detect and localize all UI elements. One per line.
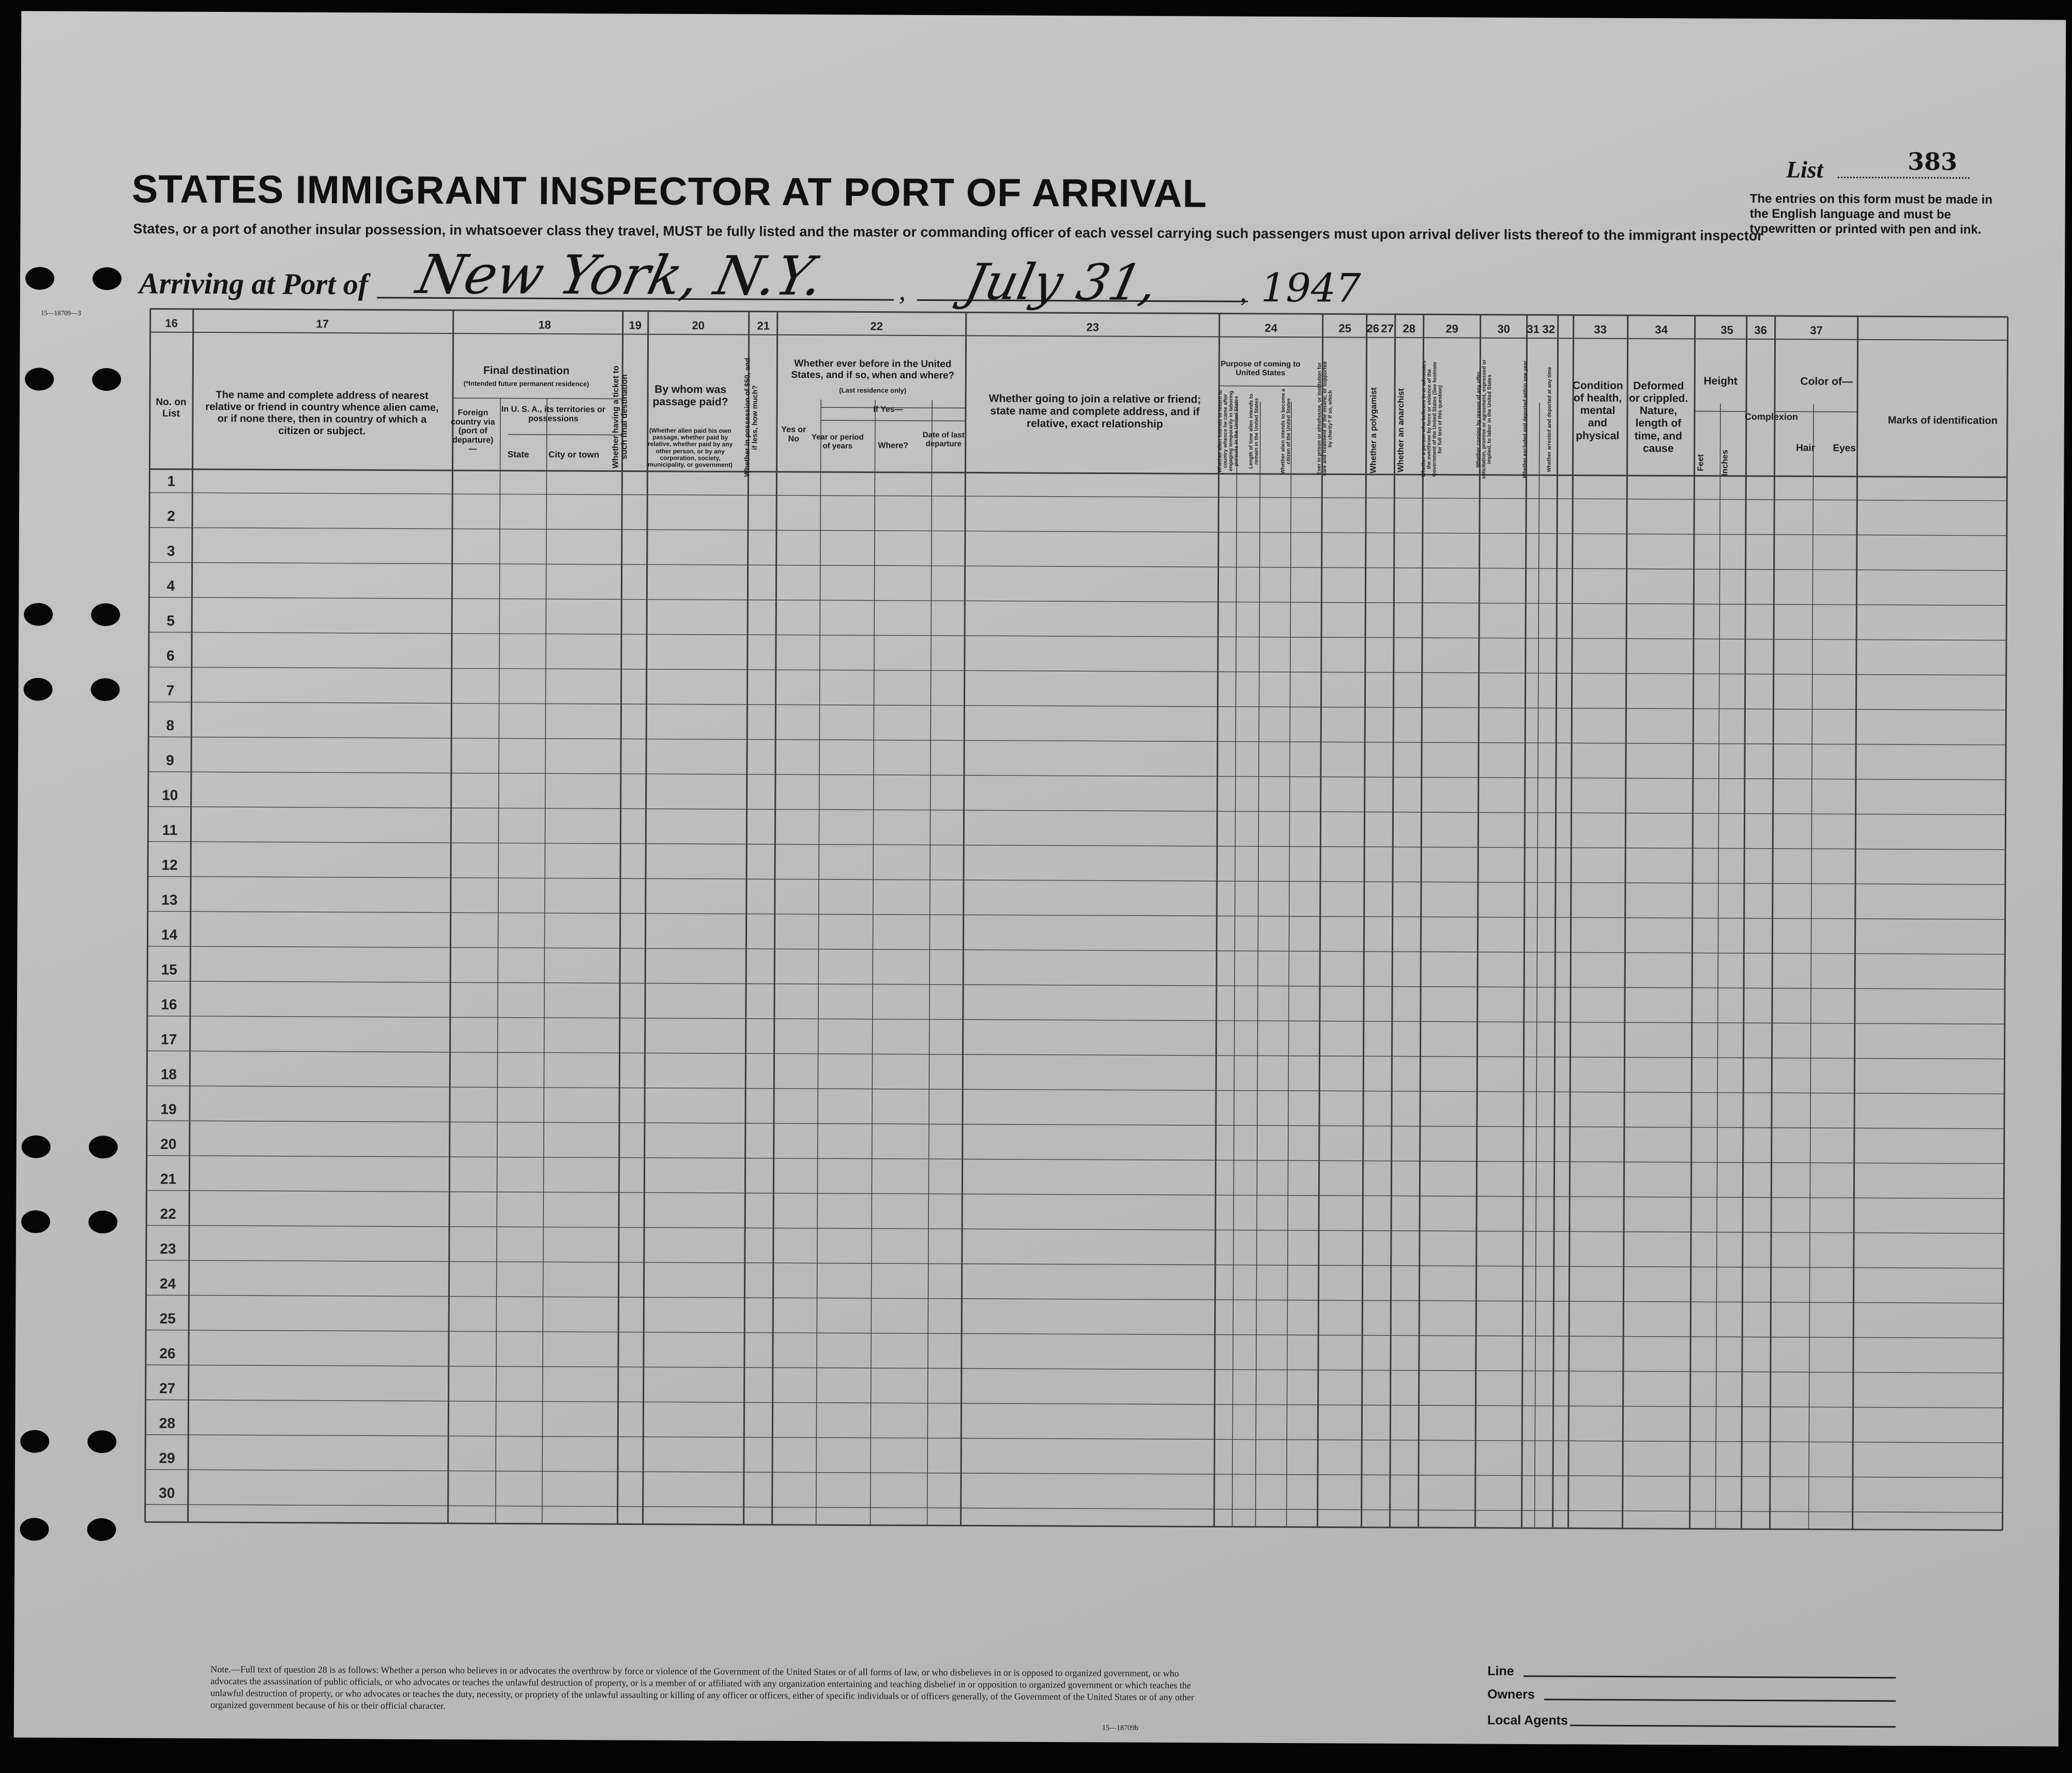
row-number: 14: [161, 926, 178, 943]
page-title: STATES IMMIGRANT INSPECTOR AT PORT OF ARRIVAL: [131, 167, 1208, 216]
header-deformed: Deformed or crippled. Nature, length of time, and cause: [1628, 379, 1688, 455]
row-rule: [148, 842, 2005, 850]
row-rule: [146, 1260, 2004, 1268]
row-rule: [146, 1190, 2004, 1199]
subcolumn-rule: [542, 399, 547, 1524]
header-complexion: Complexion: [1744, 411, 1798, 422]
row-number: 13: [161, 892, 178, 908]
column-number: 22: [870, 319, 883, 333]
header-nearest-relative: The name and complete address of nearest relative or friend in country whence alien came, or if none there, then in country of which a citizen or subject.: [205, 389, 439, 437]
row-number: 25: [159, 1310, 176, 1327]
subheader-foreign-country: Foreign country via (port of departure)—: [451, 408, 495, 454]
subheader-rule: [453, 398, 622, 399]
column-number: 34: [1655, 323, 1668, 337]
manifest-sheet: [14, 11, 2066, 1746]
row-number: 23: [160, 1241, 176, 1257]
subheader-yes-no: Yes or No: [781, 425, 806, 444]
column-number: 37: [1810, 324, 1823, 337]
column-number: 19: [629, 318, 642, 332]
column-number: 26: [1366, 322, 1379, 335]
subcolumn-rule: [1716, 404, 1720, 1529]
column-rule: [448, 310, 453, 1523]
row-rule: [149, 667, 2006, 675]
header-overthrow: Whether a person who believes in or advocates the overthrow by force or violence of the Government of the United States (See footnote for full text of this question): [1421, 360, 1443, 478]
subheader-where: Where?: [878, 441, 909, 450]
grid-bottom-rule: [145, 1522, 2003, 1530]
subcolumn-rule: [1232, 402, 1237, 1527]
column-rule: [145, 309, 150, 1522]
list-label: List: [1786, 156, 1823, 183]
column-number: 20: [692, 319, 705, 332]
header-anarchist: Whether an anarchist: [1396, 388, 1406, 473]
list-number: 383: [1907, 147, 1958, 176]
port-value: New York, N.Y.: [411, 242, 829, 308]
column-number: 23: [1086, 320, 1099, 334]
column-rule: [618, 311, 623, 1524]
row-rule: [147, 1155, 2004, 1164]
form-number: 15—18709—3: [40, 309, 81, 317]
header-polygamist: Whether a polygamist: [1369, 387, 1379, 473]
column-rule: [1690, 316, 1695, 1529]
subheader-purpose-length: Length of time alien intends to remain in the United States: [1248, 393, 1260, 469]
instruction-text: States, or a port of another insular possession, in whatsoever class they travel, MUST be fully listed and the master or commanding officer of each vessel carrying such passengers must upon arrival deliver lists thereof to the immigrant inspector: [133, 221, 1763, 244]
header-color-of: Color of—: [1800, 375, 1853, 388]
row-number: 24: [159, 1275, 176, 1292]
header-health: Condition of health, mental and physical: [1572, 379, 1623, 442]
subcolumn-rule: [871, 400, 875, 1525]
column-number: 18: [538, 318, 551, 331]
subheader-feet: Feet: [1696, 454, 1705, 472]
row-number: 1: [167, 473, 176, 490]
row-number: 21: [160, 1171, 177, 1187]
row-number: 29: [159, 1450, 175, 1466]
column-number: 25: [1338, 322, 1351, 335]
row-rule: [146, 1365, 2003, 1373]
column-rule: [2003, 317, 2008, 1530]
subheader-eyes: Eyes: [1833, 442, 1856, 454]
row-number: 2: [167, 508, 175, 524]
date-value: July 31,: [959, 253, 1163, 312]
row-number: 9: [166, 752, 174, 769]
row-number: 10: [162, 787, 178, 803]
row-number: 11: [162, 822, 178, 838]
line-label: Line: [1487, 1663, 1514, 1679]
column-rule: [1318, 314, 1323, 1527]
subcolumn-rule: [1809, 404, 1814, 1530]
header-joining-relative: Whether going to join a relative or friend; state name and complete address, and if relative, exact relationship: [988, 392, 1201, 431]
header-arrested: Whether arrested and deported at any time: [1546, 367, 1553, 472]
row-rule: [147, 1121, 2004, 1129]
row-rule: [145, 1504, 2003, 1512]
header-prison: Ever in prison or almshouse, or institution for care and treatment of the insane, or supported by charity? If so, which: [1316, 361, 1334, 476]
column-number: 29: [1445, 322, 1458, 335]
row-rule: [149, 597, 2006, 605]
subheader-inches: Inches: [1720, 450, 1730, 477]
subcolumn-rule: [816, 400, 821, 1525]
header-excluded: Whether excluded and deported within one year: [1522, 360, 1529, 479]
column-number: 33: [1594, 323, 1607, 336]
row-rule: [148, 911, 2005, 920]
row-rule: [147, 1016, 2005, 1024]
column-rule: [1553, 315, 1558, 1528]
row-rule: [146, 1330, 2003, 1338]
local-agents-label: Local Agents: [1487, 1713, 1568, 1728]
row-number: 15: [161, 961, 177, 978]
column-rule: [1419, 314, 1424, 1527]
row-rule: [145, 1470, 2003, 1478]
column-rule: [1742, 316, 1747, 1529]
subcolumn-rule: [1535, 403, 1540, 1528]
column-rule: [1390, 314, 1395, 1527]
header-ticket: Whether having a ticket to such final destination: [611, 365, 630, 469]
row-rule: [146, 1295, 2003, 1303]
row-number: 27: [159, 1380, 176, 1397]
subheader-last-departure: Date of last departure: [922, 431, 965, 448]
header-purpose: Purpose of coming to United States: [1221, 359, 1301, 377]
manifest-grid: [24, 11, 2072, 1746]
subcolumn-rule: [927, 400, 932, 1525]
row-number: 8: [166, 717, 175, 733]
header-height: Height: [1703, 375, 1738, 387]
row-rule: [148, 702, 2006, 710]
column-rule: [1475, 315, 1481, 1528]
row-number: 3: [166, 543, 175, 559]
subheader-if-yes: If Yes—: [873, 405, 903, 414]
subheader-period: Year or period of years: [811, 433, 864, 450]
row-rule: [147, 946, 2005, 954]
subcolumn-rule: [1287, 402, 1291, 1527]
port-label: Arriving at Port of: [139, 266, 369, 301]
row-number: 12: [161, 857, 178, 873]
subheader-state: State: [507, 449, 529, 460]
column-rule: [1362, 314, 1367, 1527]
row-number: 7: [166, 682, 175, 699]
row-rule: [147, 981, 2005, 989]
column-rule: [1522, 315, 1527, 1528]
column-number: 21: [757, 319, 770, 332]
entries-note: The entries on this form must be made in the English language and must be typewritten or printed with pen and ink.: [1749, 191, 1993, 237]
row-rule: [148, 806, 2006, 815]
column-number: 16: [165, 316, 178, 330]
header-passage-paid: By whom was passage paid?: [652, 383, 728, 408]
grid-top-rule: [150, 309, 2008, 317]
column-rule: [643, 311, 648, 1524]
row-rule: [147, 1051, 2005, 1059]
row-number: 18: [160, 1066, 177, 1082]
row-rule: [148, 737, 2006, 745]
subheader-final-destination: (*Intended future permanent residence): [463, 379, 589, 388]
subheader-purpose-return: Whether alien intends to return to country whence he came after engaging temporarily in laboring pursuits in the United States: [1217, 389, 1240, 473]
row-number: 6: [166, 647, 175, 664]
subheader-usa: In U. S. A., its territories or possessions: [501, 405, 606, 423]
column-rule: [772, 312, 778, 1525]
row-rule: [146, 1400, 2003, 1408]
subheader-hair: Hair: [1796, 442, 1816, 454]
port-separator: ,: [898, 276, 906, 306]
footnote-question-28: Note.—Full text of question 28 is as follows: Whether a person who believes in or advocates the overthrow by force or violence of the Government of the United States or of all forms of law, or who disbelieves in or is opposed to organized government, or who advocates the assassination of public officials, or who advocates or teaches the unlawful destruction of property, or is a member of or affiliated with any organization entertaining and teaching disbelief in or opposition to organized government or which teaches the unlawful destruction of property, or who advocates or teaches the duty, necessity, or propriety of the unlawful assaulting or killing of any officer or officers, either of specific individuals or of officers generally, of the Government of the United States or of any other organized government because of his or their official character.: [210, 1664, 1194, 1711]
row-rule: [145, 1434, 2003, 1443]
row-number: 26: [159, 1345, 176, 1362]
column-number: 27: [1381, 322, 1394, 335]
column-number: 17: [316, 317, 329, 330]
column-rule: [1623, 315, 1628, 1529]
row-rule: [148, 772, 2006, 780]
owners-label: Owners: [1487, 1687, 1535, 1702]
row-number: 17: [160, 1031, 177, 1048]
row-number: 20: [160, 1136, 177, 1152]
row-rule: [149, 562, 2007, 571]
header-labor-offer: Whether coming by reason of any offer, solicitation, promise or agreement, expressed or implied, to labor in the United States: [1475, 359, 1493, 479]
row-rule: [148, 876, 2005, 884]
column-rule: [1770, 316, 1775, 1529]
header-no-on-list: No. on List: [156, 396, 187, 419]
row-rule: [146, 1225, 2004, 1233]
column-number: 24: [1264, 321, 1277, 334]
header-ever-before: Whether ever before in the United States, and if so, when and where?: [791, 358, 955, 381]
subcolumn-rule: [1256, 402, 1260, 1527]
subheader-city-town: City or town: [548, 449, 600, 460]
column-number: 28: [1403, 322, 1415, 335]
column-number: 30: [1497, 322, 1510, 335]
row-number: 5: [166, 613, 175, 629]
column-number: 36: [1754, 324, 1767, 337]
column-number: 31: [1527, 323, 1540, 336]
row-rule: [149, 527, 2007, 536]
column-number: 35: [1720, 323, 1733, 337]
column-rule: [961, 312, 966, 1525]
row-number: 4: [166, 577, 175, 594]
row-number: 22: [160, 1205, 176, 1222]
header-marks-identification: Marks of identification: [1887, 415, 1998, 427]
row-rule: [149, 632, 2006, 640]
row-rule: [147, 1086, 2004, 1094]
column-rule: [188, 309, 193, 1522]
subheader-rule: [821, 420, 966, 421]
column-rule: [1568, 315, 1574, 1528]
row-number: 16: [161, 996, 177, 1013]
row-rule: [149, 493, 2007, 501]
subcolumn-rule: [496, 398, 500, 1523]
subheader-passage-paid: (Whether alien paid his own passage, whether paid by relative, whether paid by any other person, or by any corporation, society, municipality, or government): [648, 426, 733, 469]
header-fifty-dollars: Whether in possession of $50, and if less, how much?: [742, 358, 759, 477]
column-rule: [1853, 316, 1858, 1530]
column-rule: [1214, 314, 1220, 1527]
column-number: 32: [1542, 323, 1555, 336]
date-separator: ,: [1240, 278, 1247, 308]
row-number: 28: [159, 1415, 176, 1431]
row-number: 19: [160, 1101, 177, 1118]
header-final-destination: Final destination: [483, 364, 570, 377]
subheader-last-residence: (Last residence only): [839, 386, 907, 394]
row-number: 30: [159, 1485, 175, 1501]
column-rule: [744, 312, 749, 1525]
year-value: 1947: [1260, 264, 1361, 311]
subheader-purpose-citizen: Whether alien intends to become a citizen of the United States: [1280, 389, 1292, 475]
footnote-code: 15—18709b: [1102, 1724, 1138, 1732]
